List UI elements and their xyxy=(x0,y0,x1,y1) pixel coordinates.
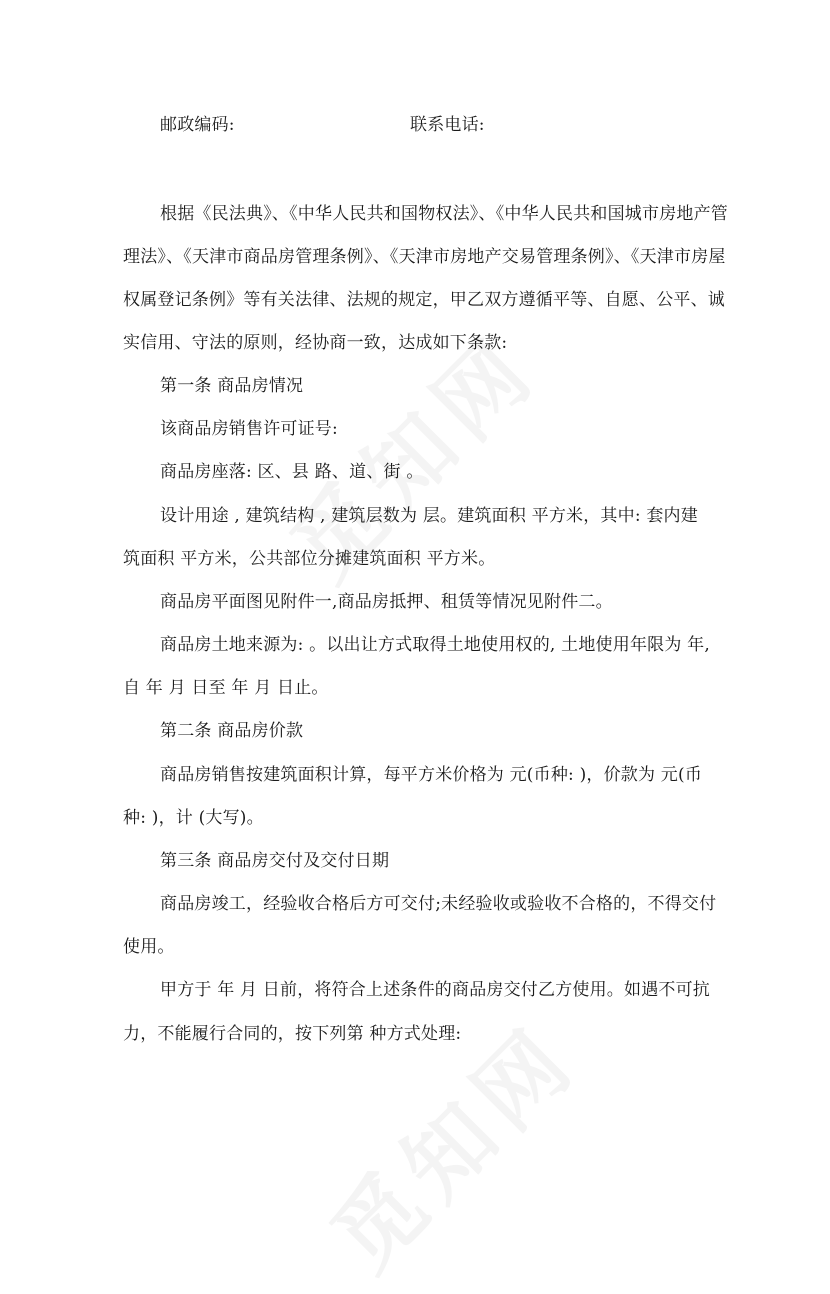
article3-delivery-line-2: 力，不能履行合同的，按下列第 种方式处理: xyxy=(123,1024,462,1044)
phone-label: 联系电话: xyxy=(410,115,485,135)
preamble-line-4: 实信用、守法的原则，经协商一致，达成如下条款: xyxy=(123,333,508,353)
article3-delivery-line-1: 甲方于 年 月 日前，将符合上述条件的商品房交付乙方使用。如遇不可抗 xyxy=(160,980,711,1000)
article2-price-line-1: 商品房销售按建筑面积计算，每平方米价格为 元(币种: )，价款为 元(币 xyxy=(160,765,703,785)
article1-land-line-2: 自 年 月 日至 年 月 日止。 xyxy=(123,678,329,698)
article1-title: 第一条 商品房情况 xyxy=(160,376,304,396)
article1-design-line-1: 设计用途 , 建筑结构 , 建筑层数为 层。建筑面积 平方米，其中: 套内建 xyxy=(160,506,698,526)
article3-title: 第三条 商品房交付及交付日期 xyxy=(160,851,390,871)
article2-price-line-2: 种: )，计 (大写)。 xyxy=(123,808,264,828)
article1-design-line-2: 筑面积 平方米，公共部位分摊建筑面积 平方米。 xyxy=(123,549,496,569)
preamble-line-2: 理法》、《天津市商品房管理条例》、《天津市房地产交易管理条例》、《天津市房屋 xyxy=(123,247,726,267)
article1-land-line-1: 商品房土地来源为: 。以出让方式取得土地使用权的, 土地使用年限为 年, xyxy=(160,635,710,655)
article2-title: 第二条 商品房价款 xyxy=(160,721,304,741)
article3-completion-line-2: 使用。 xyxy=(123,937,175,957)
postal-code-label: 邮政编码: xyxy=(160,115,235,135)
article1-location: 商品房座落: 区、县 路、道、街 。 xyxy=(160,462,424,482)
article1-permit: 该商品房销售许可证号: xyxy=(160,419,338,439)
preamble-line-1: 根据《民法典》、《中华人民共和国物权法》、《中华人民共和国城市房地产管 xyxy=(160,204,728,224)
article1-attachment: 商品房平面图见附件一,商品房抵押、租赁等情况见附件二。 xyxy=(160,592,613,612)
preamble-line-3: 权属登记条例》等有关法律、法规的规定，甲乙双方遵循平等、自愿、公平、诚 xyxy=(123,290,725,310)
article3-completion-line-1: 商品房竣工，经验收合格后方可交付;未经验收或验收不合格的，不得交付 xyxy=(160,894,717,914)
